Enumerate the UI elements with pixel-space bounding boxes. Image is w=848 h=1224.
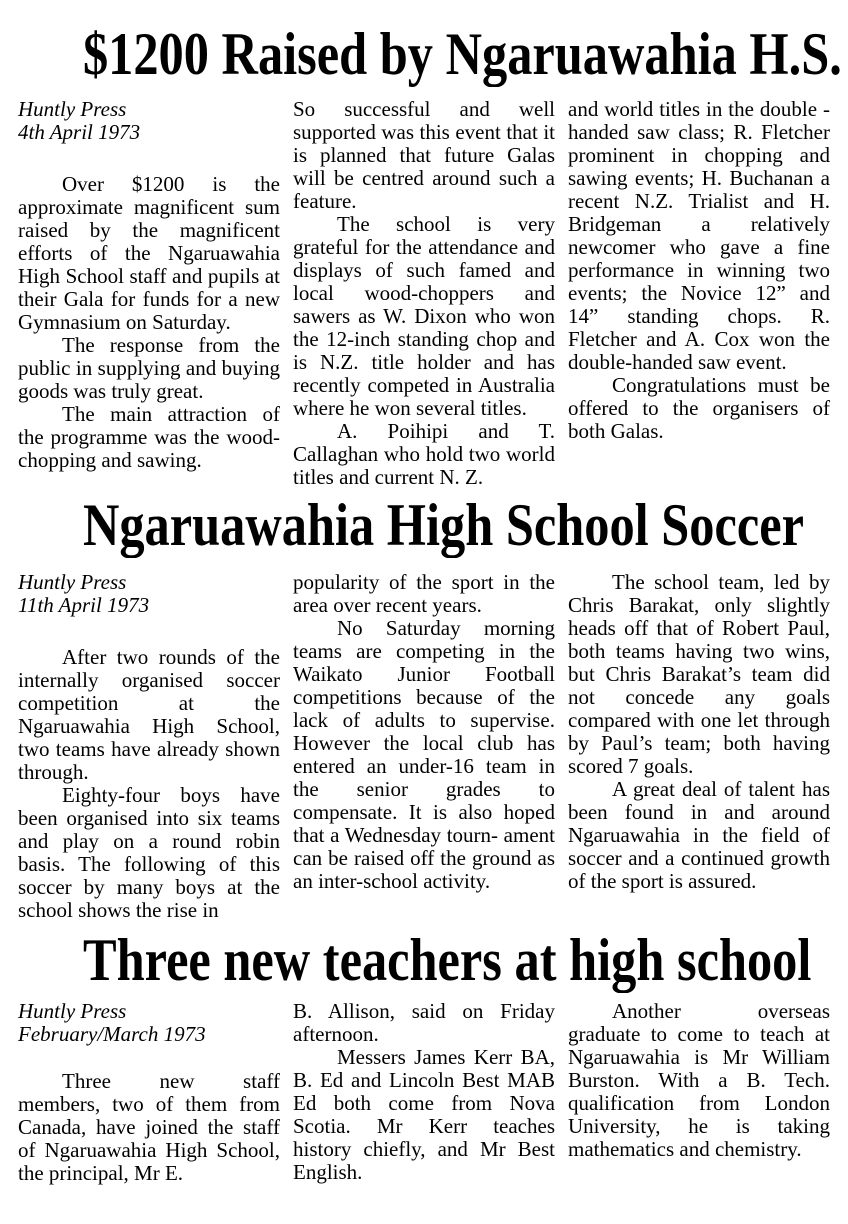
paragraph: Eighty-four boys have been organised into six teams and play on a round robin basis. The following of this soccer by many boys at the school shows the rise in bbox=[18, 783, 280, 922]
column-3 bbox=[568, 571, 830, 922]
paragraph: Over $1200 is the approximate magnificent sum raised by the magnificent efforts of the Ngaruawahia High School staff and pupils at their Gala for funds for a new Gymnasium on Saturday. bbox=[18, 172, 280, 334]
paragraph: After two rounds of the internally organised soccer competition at the Ngaruawahia High School, two teams have already shown through. bbox=[18, 645, 280, 784]
article-columns bbox=[18, 98, 830, 489]
article-headline: Three new teachers at high school bbox=[82, 927, 812, 993]
paragraph: Three new staff members, two of them from Canada, have joined the staff of Ngaruawahia High School, the principal, Mr E. bbox=[18, 1069, 280, 1185]
paragraph: A great deal of talent has been found in and around Ngaruawahia in the field of soccer and a continued growth of the sport is assured. bbox=[568, 777, 830, 893]
newspaper-page bbox=[0, 21, 848, 1185]
article-gala bbox=[18, 21, 842, 489]
paragraph: Congratulations must be offered to the organisers of both Galas. bbox=[568, 373, 830, 443]
paragraph: No Saturday morning teams are competing in the Waikato Junior Football competitions because of the lack of adults to supervise. However the local club has entered an under-16 team in the senior grades to compensate. It is also hoped that a Wednesday tourn- ament can be raised off the ground as an inter-school activity. bbox=[293, 616, 555, 893]
article-columns bbox=[18, 571, 830, 922]
dateline bbox=[18, 571, 280, 617]
article-columns bbox=[18, 1000, 830, 1185]
dateline bbox=[18, 1000, 280, 1046]
article-headline: Ngaruawahia High School Soccer bbox=[82, 492, 804, 558]
paragraph: popularity of the sport in the area over recent years. bbox=[293, 570, 555, 617]
dateline-source: Huntly Press bbox=[18, 97, 127, 121]
article-soccer bbox=[18, 492, 830, 922]
paragraph: The school is very grateful for the attendance and displays of such famed and local wood-choppers and sawers as W. Dixon who won the 12-inch standing chop and is N.Z. title holder and has recently competed in Australia where he won several titles. bbox=[293, 212, 555, 420]
dateline-date: 11th April 1973 bbox=[18, 593, 150, 617]
paragraph: The school team, led by Chris Barakat, only slightly heads off that of Robert Paul, both teams having two wins, but Chris Barakat’s team did not concede any goals compared with one let through by Paul’s team; both having scored 7 goals. bbox=[568, 570, 830, 778]
article-headline: $1200 Raised by Ngaruawahia H.S. bbox=[82, 21, 842, 87]
paragraph: A. Poihipi and T. Callaghan who hold two world titles and current N. Z. bbox=[293, 419, 555, 489]
column-2 bbox=[293, 1000, 555, 1185]
paragraph: So successful and well supported was this event that it is planned that future Galas will be centred around such a feature. bbox=[293, 97, 555, 213]
dateline bbox=[18, 98, 280, 144]
column-1 bbox=[18, 571, 280, 922]
article-teachers bbox=[18, 927, 830, 1185]
paragraph: Another overseas graduate to come to teach at Ngaruawahia is Mr William Burston. With a B. Tech. qualification from London University, he is taking mathematics and chemistry. bbox=[568, 999, 830, 1161]
paragraph: The main attraction of the programme was the wood-chopping and sawing. bbox=[18, 402, 280, 472]
paragraph: B. Allison, said on Friday afternoon. bbox=[293, 999, 555, 1046]
paragraph: Messers James Kerr BA, B. Ed and Lincoln Best MAB Ed both come from Nova Scotia. Mr Kerr teaches history chiefly, and Mr Best English. bbox=[293, 1045, 555, 1184]
dateline-source: Huntly Press bbox=[18, 570, 127, 594]
column-1 bbox=[18, 1000, 280, 1185]
column-3 bbox=[568, 98, 830, 489]
dateline-source: Huntly Press bbox=[18, 999, 127, 1023]
dateline-date: February/March 1973 bbox=[18, 1022, 206, 1046]
column-2 bbox=[293, 98, 555, 489]
paragraph: The response from the public in supplying and buying goods was truly great. bbox=[18, 333, 280, 403]
paragraph: and world titles in the double -handed saw class; R. Fletcher prominent in chopping and sawing events; H. Buchanan a recent N.Z. Trialist and H. Bridgeman a relatively newcomer who gave a fine performance in winning two events; the Novice 12” and 14” standing chops. R. Fletcher and A. Cox won the double-handed saw event. bbox=[568, 97, 830, 374]
dateline-date: 4th April 1973 bbox=[18, 120, 141, 144]
column-1 bbox=[18, 98, 280, 489]
column-2 bbox=[293, 571, 555, 922]
column-3 bbox=[568, 1000, 830, 1185]
